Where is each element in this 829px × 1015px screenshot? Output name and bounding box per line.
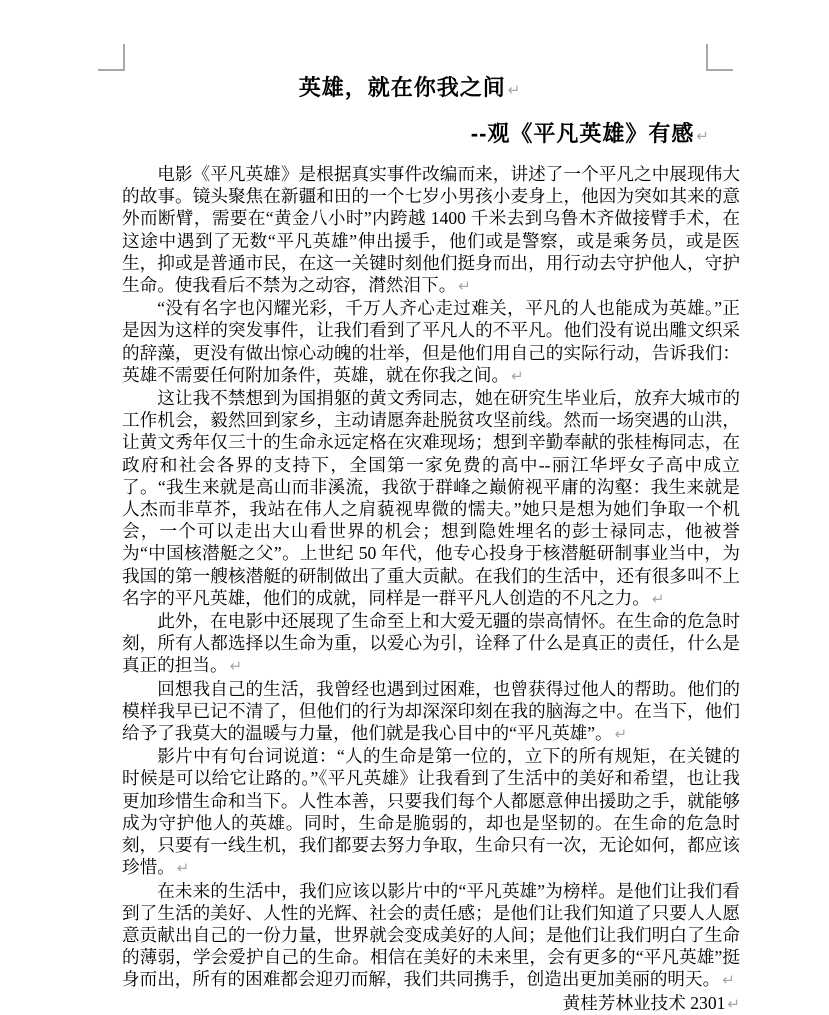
- paragraph-7: [122, 880, 740, 992]
- signature-line: [122, 992, 740, 1015]
- essay-body: [122, 163, 740, 1015]
- paragraph-mark-icon: ↵: [511, 366, 524, 385]
- paragraph-mark-icon: ↵: [722, 971, 735, 990]
- paragraph-6: [122, 745, 740, 879]
- paragraph-5: [122, 678, 740, 746]
- essay-subtitle: [122, 112, 740, 158]
- essay-title: [122, 66, 740, 112]
- paragraph-4-text: 此外，在电影中还展现了生命至上和大爱无疆的崇高情怀。在生命的危急时刻，所有人都选择以生命为重，以爱心为引，诠释了什么是真正的责任，什么是真正的担当。: [122, 611, 740, 676]
- paragraph-3-text: 这让我不禁想到为国捐躯的黄文秀同志，她在研究生毕业后，放弃大城市的工作机会，毅然回到家乡，主动请愿奔赴脱贫攻坚前线。然而一场突遇的山洪，让黄文秀年仅三十的生命永远定格在灾难现场；想到辛勤奉献的张桂梅同志，在政府和社会各界的支持下，全国第一家免费的高中--丽江华坪女子高中成立了。“我生来就是高山而非溪流，我欲于群峰之巅俯视平庸的沟壑：我生来就是人杰而非草芥，我站在伟人之肩藐视卑微的懦夫。”她只是想为她们争取一个机会，一个可以走出大山看世界的机会；想到隐姓埋名的彭士禄同志，他被誉为“中国核潜艇之父”。上世纪 50 年代，他专心投身于核潜艇研制事业当中，为我国的第一艘核潜艇的研制做出了重大贡献。在我们的生活中，还有很多叫不上名字的平凡英雄，他们的成就，同样是一群平凡人创造的不凡之力。: [122, 388, 740, 608]
- text-boundary-mark-top-left-icon: [98, 44, 125, 71]
- paragraph-mark-icon: ↵: [614, 725, 628, 744]
- paragraph-2: [122, 297, 740, 387]
- paragraph-5-text: 回想我自己的生活，我曾经也遇到过困难，也曾获得过他人的帮助。他们的模样我早已记不清了，但他们的行为却深深印刻在我的脑海之中。在当下，他们给予了我莫大的温暖与力量，他们就是我心目中的“平凡英雄”。: [122, 678, 740, 744]
- paragraph-6-text: 影片中有句台词说道：“人的生命是第一位的，立下的所有规矩，在关键的时候是可以给它让路的。”《平凡英雄》让我看到了生活中的美好和希望，也让我更加珍惜生命和当下。人性本善，只要我们每个人都愿意伸出援助之手，就能够成为守护他人的英雄。同时，生命是脆弱的，却也是坚韧的。在生命的危急时刻，只要有一线生机，我们都要去努力争取，生命只有一次，无论如何，都应该珍惜。: [122, 746, 740, 878]
- paragraph-mark-icon: ↵: [176, 859, 190, 878]
- paragraph-1: [122, 163, 740, 297]
- signature-text: 黄桂芳林业技术 2301: [562, 992, 726, 1013]
- paragraph-2-text: “没有名字也闪耀光彩，千万人齐心走过难关，平凡的人也能成为英雄。”正是因为这样的突发事件，让我们看到了平凡人的不平凡。他们没有说出雕文织采的辞藻，更没有做出惊心动魄的壮举，但是他们用自己的实际行动，告诉我们：英雄不需要任何附加条件，英雄，就在你我之间。: [122, 298, 740, 385]
- paragraph-mark-icon: ↵: [727, 994, 740, 1013]
- paragraph-mark-icon: ↵: [651, 589, 665, 608]
- essay-subtitle-text: --观《平凡英雄》有感: [470, 121, 695, 146]
- paragraph-3: [122, 387, 740, 610]
- document-content: [122, 66, 740, 1015]
- paragraph-mark-icon: ↵: [696, 127, 710, 145]
- paragraph-mark-icon: ↵: [229, 657, 243, 676]
- paragraph-4: [122, 610, 740, 678]
- paragraph-7-text: 在未来的生活中，我们应该以影片中的“平凡英雄”为榜样。是他们让我们看到了生活的美好、人性的光辉、社会的责任感；是他们让我们知道了只要人人愿意贡献出自己的一份力量，世界就会变成美好的人间；是他们让我们明白了生命的薄弱，学会爱护自己的生命。相信在美好的未来里，会有更多的“平凡英雄”挺身而出，所有的困难都会迎刃而解，我们共同携手，创造出更加美丽的明天。: [122, 880, 740, 990]
- paragraph-1-text: 电影《平凡英雄》是根据真实事件改编而来，讲述了一个平凡之中展现伟大的故事。镜头聚焦在新疆和田的一个七岁小男孩小麦身上，他因为突如其来的意外而断臂，需要在“黄金八小时”内跨越 1400 千米去到乌鲁木齐做接臂手术，在这途中遇到了无数“平凡英雄”伸出援手，他们或是警察，或是乘务员，或是医生，抑或是普通市民，在这一关键时刻他们挺身而出，用行动去守护他人，守护生命。使我看后不禁为之动容，潸然泪下。: [122, 164, 740, 296]
- essay-title-text: 英雄，就在你我之间: [298, 75, 506, 100]
- paragraph-mark-icon: ↵: [458, 277, 471, 296]
- paragraph-mark-icon: ↵: [507, 81, 522, 99]
